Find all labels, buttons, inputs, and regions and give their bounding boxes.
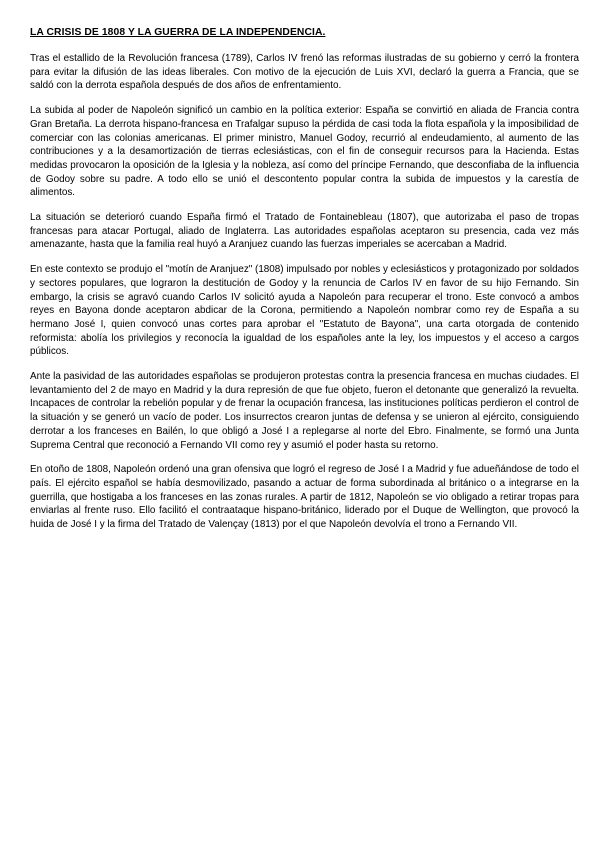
paragraph-napoleon-godoy: La subida al poder de Napoleón significó un cambio en la política exterior: España se convirtió en aliada de Francia contra Gran Bretaña. La derrota hispano-francesa en Trafalgar supuso la pérdida de casi toda la flota española y la imposibilidad de comerciar con las colonias americanas. El primer ministro, Manuel Godoy, recurrió al endeudamiento, al aumento de las contribuciones y a la desamortización de tierras eclesiásticas, con el fin de conseguir recursos para la Hacienda. Estas medidas provocaron la oposición de la Iglesia y la nobleza, así como del príncipe Fernando, que desconfiaba de la influencia de Godoy sobre su padre. A todo ello se unió el descontento popular contra la subida de impuestos y la carestía de alimentos. [30, 105, 579, 199]
paragraph-levantamiento: Ante la pasividad de las autoridades españolas se produjeron protestas contra la presencia francesa en muchas ciudades. El levantamiento del 2 de mayo en Madrid y la dura represión de que fue objeto, fueron el detonante que generalizó la revuelta. Incapaces de controlar la rebelión popular y de frenar la ocupación francesa, las instituciones políticas perdieron el control de la situación y se generó un vacío de poder. Los insurrectos crearon juntas de defensa y se unieron al ejército, consiguiendo derrotar a los franceses en Bailén, lo que obligó a José I a replegarse al norte del Ebro. Finalmente, se formó una Junta Suprema Central que reconoció a Fernando VII como rey y asumió el poder hasta su retorno. [30, 371, 579, 451]
paragraph-revolucion-francesa: Tras el estallido de la Revolución francesa (1789), Carlos IV frenó las reformas ilustradas de su gobierno y cerró la frontera para evitar la difusión de las ideas liberales. Con motivo de la ejecución de Luis XVI, declaró la guerra a Francia, que se saldó con la derrota española después de dos años de enfrentamiento. [30, 53, 579, 92]
paragraph-ofensiva-1808: En otoño de 1808, Napoleón ordenó una gran ofensiva que logró el regreso de José I a Madrid y fue adueñándose de todo el país. El ejército español se había desmovilizado, pasando a actuar de forma subordinada al británico o a integrarse en la guerrilla, que hostigaba a los franceses en las zonas rurales. A partir de 1812, Napoleón se vio obligado a retirar tropas para enviarlas al frente ruso. Ello facilitó el contraataque hispano-británico, liderado por el Duque de Wellington, que provocó la huida de José I y la firma del Tratado de Valençay (1813) por el que Napoleón devolvía el trono a Fernando VII. [30, 464, 579, 531]
document-page [30, 26, 579, 543]
paragraph-motin-aranjuez: En este contexto se produjo el "motín de Aranjuez" (1808) impulsado por nobles y eclesiásticos y protagonizado por soldados y sectores populares, que lograron la destitución de Godoy y la renuncia de Carlos IV en favor de su hijo Fernando. Sin embargo, la crisis se agravó cuando Carlos IV solicitó ayuda a Napoleón para recuperar el trono. Este convocó a ambos reyes en Bayona donde aceptaron abdicar de la Corona, permitiendo a Napoleón nombrar como rey de España a su hermano José I, quien convocó unas cortes para aprobar el "Estatuto de Bayona", una carta otorgada de contenido reformista: abolía los privilegios y reconocía la igualdad de los españoles ante la ley, los impuestos y el acceso a cargos públicos. [30, 264, 579, 358]
paragraph-fontainebleau: La situación se deterioró cuando España firmó el Tratado de Fontainebleau (1807), que autorizaba el paso de tropas francesas para atacar Portugal, aliado de Inglaterra. Las autoridades españolas aceptaron su presencia, cada vez más amenazante, hasta que la familia real huyó a Aranjuez cuando las fuerzas imperiales se acercaban a Madrid. [30, 212, 579, 251]
document-title: LA CRISIS DE 1808 Y LA GUERRA DE LA INDEPENDENCIA. [30, 27, 326, 38]
